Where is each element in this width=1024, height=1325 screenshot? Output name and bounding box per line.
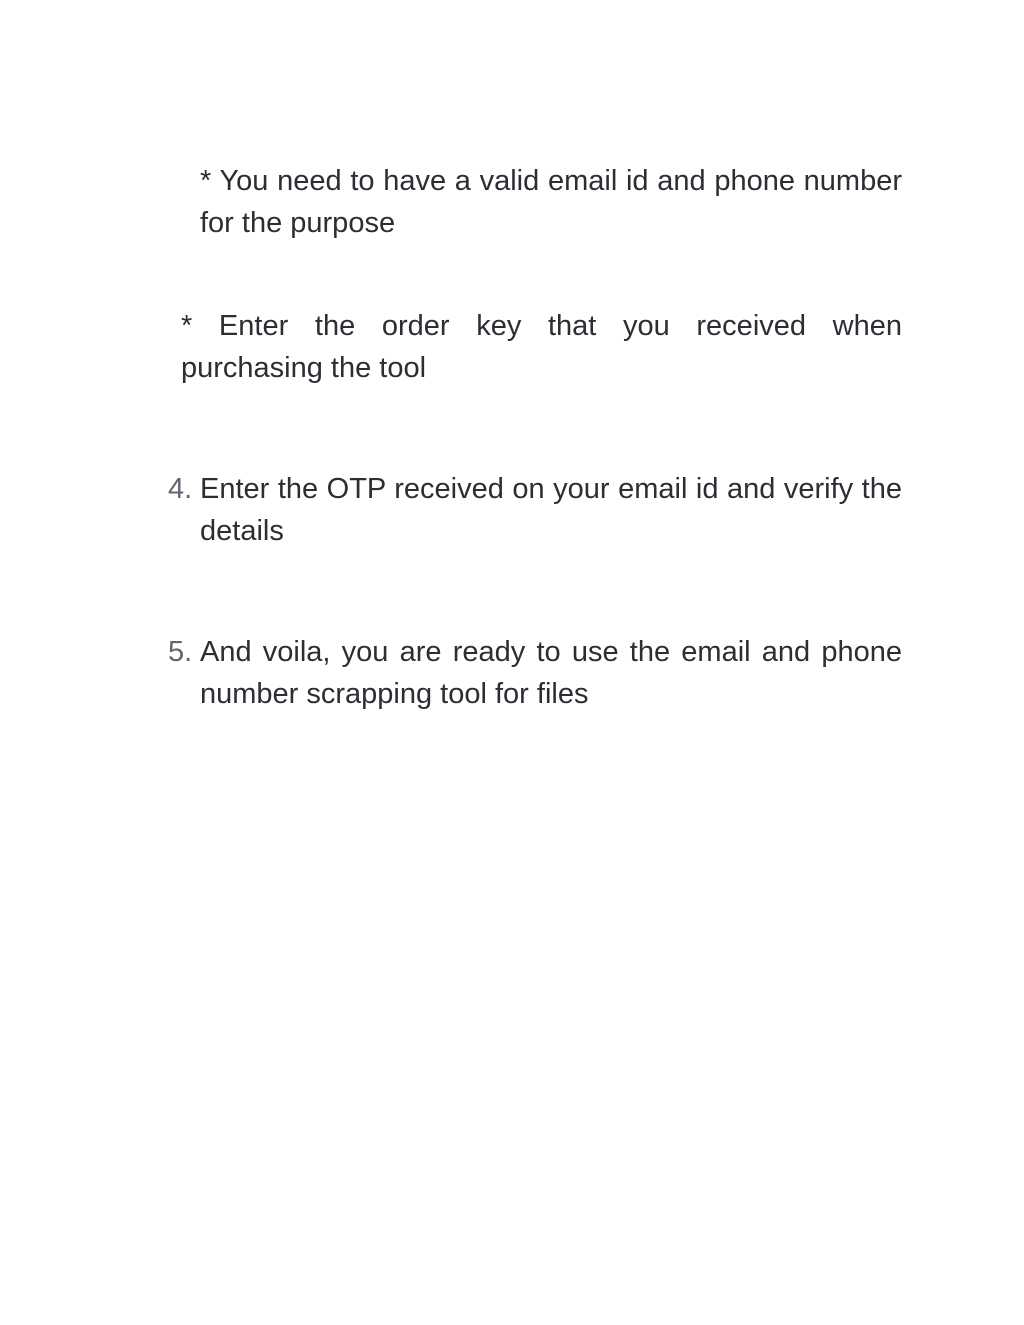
list-item-text: And voila, you are ready to use the email and phone number scrapping tool for files bbox=[200, 636, 902, 710]
note-order-key: * Enter the order key that you received when purchasing the tool bbox=[181, 310, 902, 384]
list-item-step-4 bbox=[168, 468, 902, 552]
note-valid-email-phone: * You need to have a valid email id and phone number for the purpose bbox=[200, 165, 902, 239]
list-number: 5. bbox=[168, 636, 193, 668]
list-number: 4. bbox=[168, 473, 193, 505]
list-item-text: Enter the OTP received on your email id and verify the details bbox=[200, 473, 902, 547]
list-item-step-5 bbox=[168, 631, 902, 715]
